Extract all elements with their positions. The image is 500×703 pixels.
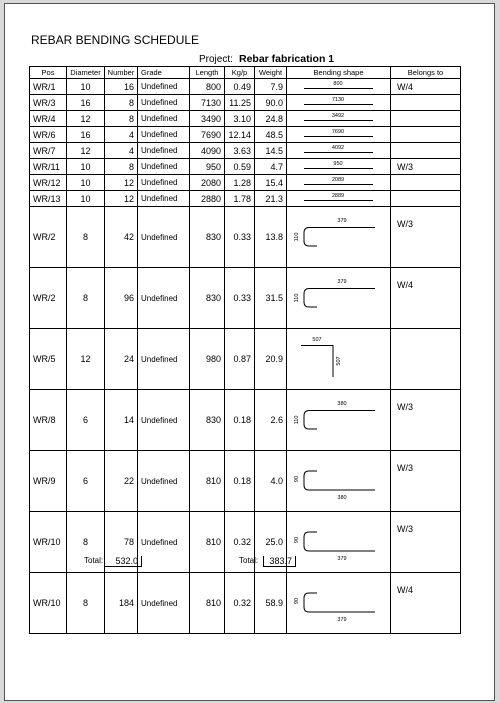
- pos-cell: WR/4: [30, 111, 67, 127]
- total-number-label: Total:: [84, 556, 104, 565]
- grade-cell: Undefined: [138, 111, 190, 127]
- grade-cell: Undefined: [138, 79, 190, 95]
- grade-cell: Undefined: [138, 143, 190, 159]
- bar-path: [304, 289, 375, 308]
- bending-shape-cell: [287, 512, 391, 573]
- l-bar-bar-shape: [287, 335, 390, 383]
- belongs-to-cell: [391, 111, 461, 127]
- bending-shape-cell: [287, 451, 391, 512]
- total-weight-label: Total:: [239, 556, 259, 565]
- number-cell: 96: [105, 268, 138, 329]
- kgp-cell: 1.28: [225, 175, 255, 191]
- project-label: Project:: [199, 54, 233, 65]
- pos-cell: WR/10: [30, 512, 67, 573]
- bending-shape-cell: [287, 79, 391, 95]
- pos-cell: WR/2: [30, 207, 67, 268]
- weight-cell: 21.3: [255, 191, 287, 207]
- shape-length-label: 379: [337, 218, 347, 224]
- grade-cell: Undefined: [138, 127, 190, 143]
- header-number: Number: [105, 67, 138, 79]
- number-cell: 42: [105, 207, 138, 268]
- shape-hook-label: 110: [294, 232, 300, 242]
- length-cell: 980: [190, 329, 225, 390]
- table-row: [30, 111, 461, 127]
- belongs-to-cell: [391, 175, 461, 191]
- bending-schedule-table: [29, 66, 461, 634]
- length-cell: 7130: [190, 95, 225, 111]
- length-cell: 2880: [190, 191, 225, 207]
- belongs-to-cell: [391, 191, 461, 207]
- number-cell: 184: [105, 573, 138, 634]
- header-length: Length: [190, 67, 225, 79]
- number-cell: 8: [105, 111, 138, 127]
- shape-hook-label: 90: [294, 536, 300, 544]
- pos-cell: WR/9: [30, 451, 67, 512]
- kgp-cell: 0.32: [225, 573, 255, 634]
- belongs-to-cell: W/4: [391, 573, 461, 634]
- number-cell: 8: [105, 159, 138, 175]
- kgp-cell: 0.18: [225, 451, 255, 512]
- belongs-to-cell: [391, 127, 461, 143]
- diameter-cell: 8: [67, 207, 105, 268]
- header-diameter: Diameter: [67, 67, 105, 79]
- shape-leg-label: 507: [336, 356, 342, 366]
- kgp-cell: 1.78: [225, 191, 255, 207]
- diameter-cell: 12: [67, 143, 105, 159]
- number-cell: 12: [105, 175, 138, 191]
- diameter-cell: 6: [67, 390, 105, 451]
- straight-bar-shape: [287, 175, 390, 190]
- header-weight: Weight: [255, 67, 287, 79]
- shape-dimension-label: 950: [333, 161, 343, 167]
- diameter-cell: 10: [67, 79, 105, 95]
- total-weight-value: 383.7: [263, 556, 296, 567]
- pos-cell: WR/7: [30, 143, 67, 159]
- belongs-to-cell: [391, 329, 461, 390]
- diameter-cell: 12: [67, 329, 105, 390]
- pos-cell: WR/6: [30, 127, 67, 143]
- weight-cell: 90.0: [255, 95, 287, 111]
- shape-dimension-label: 4092: [331, 145, 345, 151]
- weight-cell: 48.5: [255, 127, 287, 143]
- table-row: [30, 191, 461, 207]
- bending-shape-cell: [287, 111, 391, 127]
- straight-bar-shape: [287, 191, 390, 206]
- shape-length-label: 379: [337, 279, 347, 285]
- weight-cell: 24.8: [255, 111, 287, 127]
- number-cell: 22: [105, 451, 138, 512]
- straight-bar-shape: [287, 159, 390, 174]
- kgp-cell: 12.14: [225, 127, 255, 143]
- belongs-to-cell: W/3: [391, 512, 461, 573]
- header-pos: Pos: [30, 67, 67, 79]
- pos-cell: WR/10: [30, 573, 67, 634]
- straight-bar-shape: [287, 79, 390, 94]
- number-cell: 8: [105, 95, 138, 111]
- pos-cell: WR/12: [30, 175, 67, 191]
- bar-path: [304, 532, 375, 551]
- number-cell: 78: [105, 512, 138, 573]
- grade-cell: Undefined: [138, 268, 190, 329]
- kgp-cell: 0.49: [225, 79, 255, 95]
- table-row: [30, 207, 461, 268]
- kgp-cell: 11.25: [225, 95, 255, 111]
- pos-cell: WR/11: [30, 159, 67, 175]
- belongs-to-cell: W/3: [391, 390, 461, 451]
- bending-shape-cell: [287, 207, 391, 268]
- shape-dimension-label: 800: [333, 81, 343, 87]
- belongs-to-cell: [391, 143, 461, 159]
- diameter-cell: 10: [67, 175, 105, 191]
- length-cell: 4090: [190, 143, 225, 159]
- grade-cell: Undefined: [138, 512, 190, 573]
- shape-hook-label: 90: [294, 597, 300, 605]
- table-row: [30, 143, 461, 159]
- bending-shape-cell: [287, 127, 391, 143]
- header-row: [30, 67, 461, 79]
- shape-hook-label: 110: [294, 293, 300, 303]
- total-number-value: 532.0: [104, 556, 142, 567]
- length-cell: 810: [190, 573, 225, 634]
- shape-length-label: 379: [337, 556, 347, 562]
- weight-cell: 15.4: [255, 175, 287, 191]
- length-cell: 810: [190, 451, 225, 512]
- grade-cell: Undefined: [138, 329, 190, 390]
- bar-path: [304, 411, 375, 430]
- belongs-to-cell: W/3: [391, 207, 461, 268]
- kgp-cell: 3.63: [225, 143, 255, 159]
- diameter-cell: 16: [67, 95, 105, 111]
- weight-cell: 14.5: [255, 143, 287, 159]
- shape-dimension-label: 7690: [331, 129, 345, 135]
- straight-bar-shape: [287, 95, 390, 110]
- weight-cell: 58.9: [255, 573, 287, 634]
- table-row: [30, 159, 461, 175]
- grade-cell: Undefined: [138, 159, 190, 175]
- kgp-cell: 0.33: [225, 268, 255, 329]
- bending-shape-cell: [287, 573, 391, 634]
- bending-shape-cell: [287, 175, 391, 191]
- pos-cell: WR/3: [30, 95, 67, 111]
- weight-cell: 25.0: [255, 512, 287, 573]
- weight-cell: 20.9: [255, 329, 287, 390]
- diameter-cell: 8: [67, 268, 105, 329]
- pos-cell: WR/8: [30, 390, 67, 451]
- hook-up-bar-shape: [287, 274, 390, 322]
- bending-shape-cell: [287, 268, 391, 329]
- belongs-to-cell: W/3: [391, 159, 461, 175]
- header-bending-shape: Bending shape: [287, 67, 391, 79]
- weight-cell: 2.6: [255, 390, 287, 451]
- table-row: [30, 79, 461, 95]
- pos-cell: WR/5: [30, 329, 67, 390]
- kgp-cell: 0.59: [225, 159, 255, 175]
- length-cell: 950: [190, 159, 225, 175]
- hook-up-bar-shape: [287, 213, 390, 261]
- belongs-to-cell: W/3: [391, 451, 461, 512]
- bar-path: [304, 471, 375, 490]
- length-cell: 2080: [190, 175, 225, 191]
- length-cell: 3490: [190, 111, 225, 127]
- length-cell: 830: [190, 268, 225, 329]
- table-row: [30, 329, 461, 390]
- shape-length-label: 379: [337, 617, 347, 623]
- table-row: [30, 573, 461, 634]
- grade-cell: Undefined: [138, 191, 190, 207]
- shape-length-label: 380: [337, 495, 347, 501]
- weight-cell: 7.9: [255, 79, 287, 95]
- bending-shape-cell: [287, 143, 391, 159]
- grade-cell: Undefined: [138, 451, 190, 512]
- shape-dimension-label: 7130: [331, 97, 345, 103]
- hook-up-bar-shape: [287, 396, 390, 444]
- table-row: [30, 175, 461, 191]
- belongs-to-cell: W/4: [391, 268, 461, 329]
- diameter-cell: 12: [67, 111, 105, 127]
- hook-down-bar-shape: [287, 579, 390, 627]
- pos-cell: WR/2: [30, 268, 67, 329]
- bar-path: [304, 593, 375, 612]
- number-cell: 4: [105, 143, 138, 159]
- header-belongs-to: Belongs to: [391, 67, 461, 79]
- shape-hook-label: 90: [294, 475, 300, 483]
- header-kgp: Kg/p: [225, 67, 255, 79]
- diameter-cell: 10: [67, 159, 105, 175]
- bending-shape-cell: [287, 191, 391, 207]
- diameter-cell: 6: [67, 451, 105, 512]
- kgp-cell: 0.18: [225, 390, 255, 451]
- length-cell: 800: [190, 79, 225, 95]
- kgp-cell: 3.10: [225, 111, 255, 127]
- weight-cell: 13.8: [255, 207, 287, 268]
- table-row: [30, 390, 461, 451]
- straight-bar-shape: [287, 111, 390, 126]
- bending-shape-cell: [287, 329, 391, 390]
- number-cell: 24: [105, 329, 138, 390]
- bending-shape-cell: [287, 95, 391, 111]
- number-cell: 16: [105, 79, 138, 95]
- pos-cell: WR/1: [30, 79, 67, 95]
- grade-cell: Undefined: [138, 573, 190, 634]
- straight-bar-shape: [287, 127, 390, 142]
- bending-shape-cell: [287, 159, 391, 175]
- length-cell: 7690: [190, 127, 225, 143]
- hook-down-bar-shape: [287, 457, 390, 505]
- table-row: [30, 451, 461, 512]
- pos-cell: WR/13: [30, 191, 67, 207]
- shape-dimension-label: 2889: [331, 193, 345, 199]
- grade-cell: Undefined: [138, 207, 190, 268]
- header-grade: Grade: [138, 67, 190, 79]
- shape-dimension-label: 3492: [331, 113, 345, 119]
- diameter-cell: 8: [67, 573, 105, 634]
- weight-cell: 4.7: [255, 159, 287, 175]
- belongs-to-cell: [391, 95, 461, 111]
- shape-length-label: 380: [337, 401, 347, 407]
- shape-hook-label: 110: [294, 415, 300, 425]
- shape-length-label: 507: [312, 337, 322, 343]
- diameter-cell: 8: [67, 512, 105, 573]
- hook-down-bar-shape: [287, 518, 390, 566]
- page-title: REBAR BENDING SCHEDULE: [31, 33, 200, 47]
- bending-shape-cell: [287, 390, 391, 451]
- table-row: [30, 268, 461, 329]
- number-cell: 12: [105, 191, 138, 207]
- bar-path: [304, 228, 375, 247]
- belongs-to-cell: W/4: [391, 79, 461, 95]
- diameter-cell: 10: [67, 191, 105, 207]
- diameter-cell: 16: [67, 127, 105, 143]
- length-cell: 810: [190, 512, 225, 573]
- table-row: [30, 95, 461, 111]
- number-cell: 4: [105, 127, 138, 143]
- grade-cell: Undefined: [138, 175, 190, 191]
- weight-cell: 4.0: [255, 451, 287, 512]
- straight-bar-shape: [287, 143, 390, 158]
- length-cell: 830: [190, 207, 225, 268]
- kgp-cell: 0.33: [225, 207, 255, 268]
- shape-dimension-label: 2089: [331, 177, 345, 183]
- bar-path: [301, 346, 333, 378]
- length-cell: 830: [190, 390, 225, 451]
- grade-cell: Undefined: [138, 95, 190, 111]
- project-name: Rebar fabrication 1: [239, 53, 335, 65]
- weight-cell: 31.5: [255, 268, 287, 329]
- table-row: [30, 127, 461, 143]
- number-cell: 14: [105, 390, 138, 451]
- kgp-cell: 0.87: [225, 329, 255, 390]
- kgp-cell: 0.32: [225, 512, 255, 573]
- grade-cell: Undefined: [138, 390, 190, 451]
